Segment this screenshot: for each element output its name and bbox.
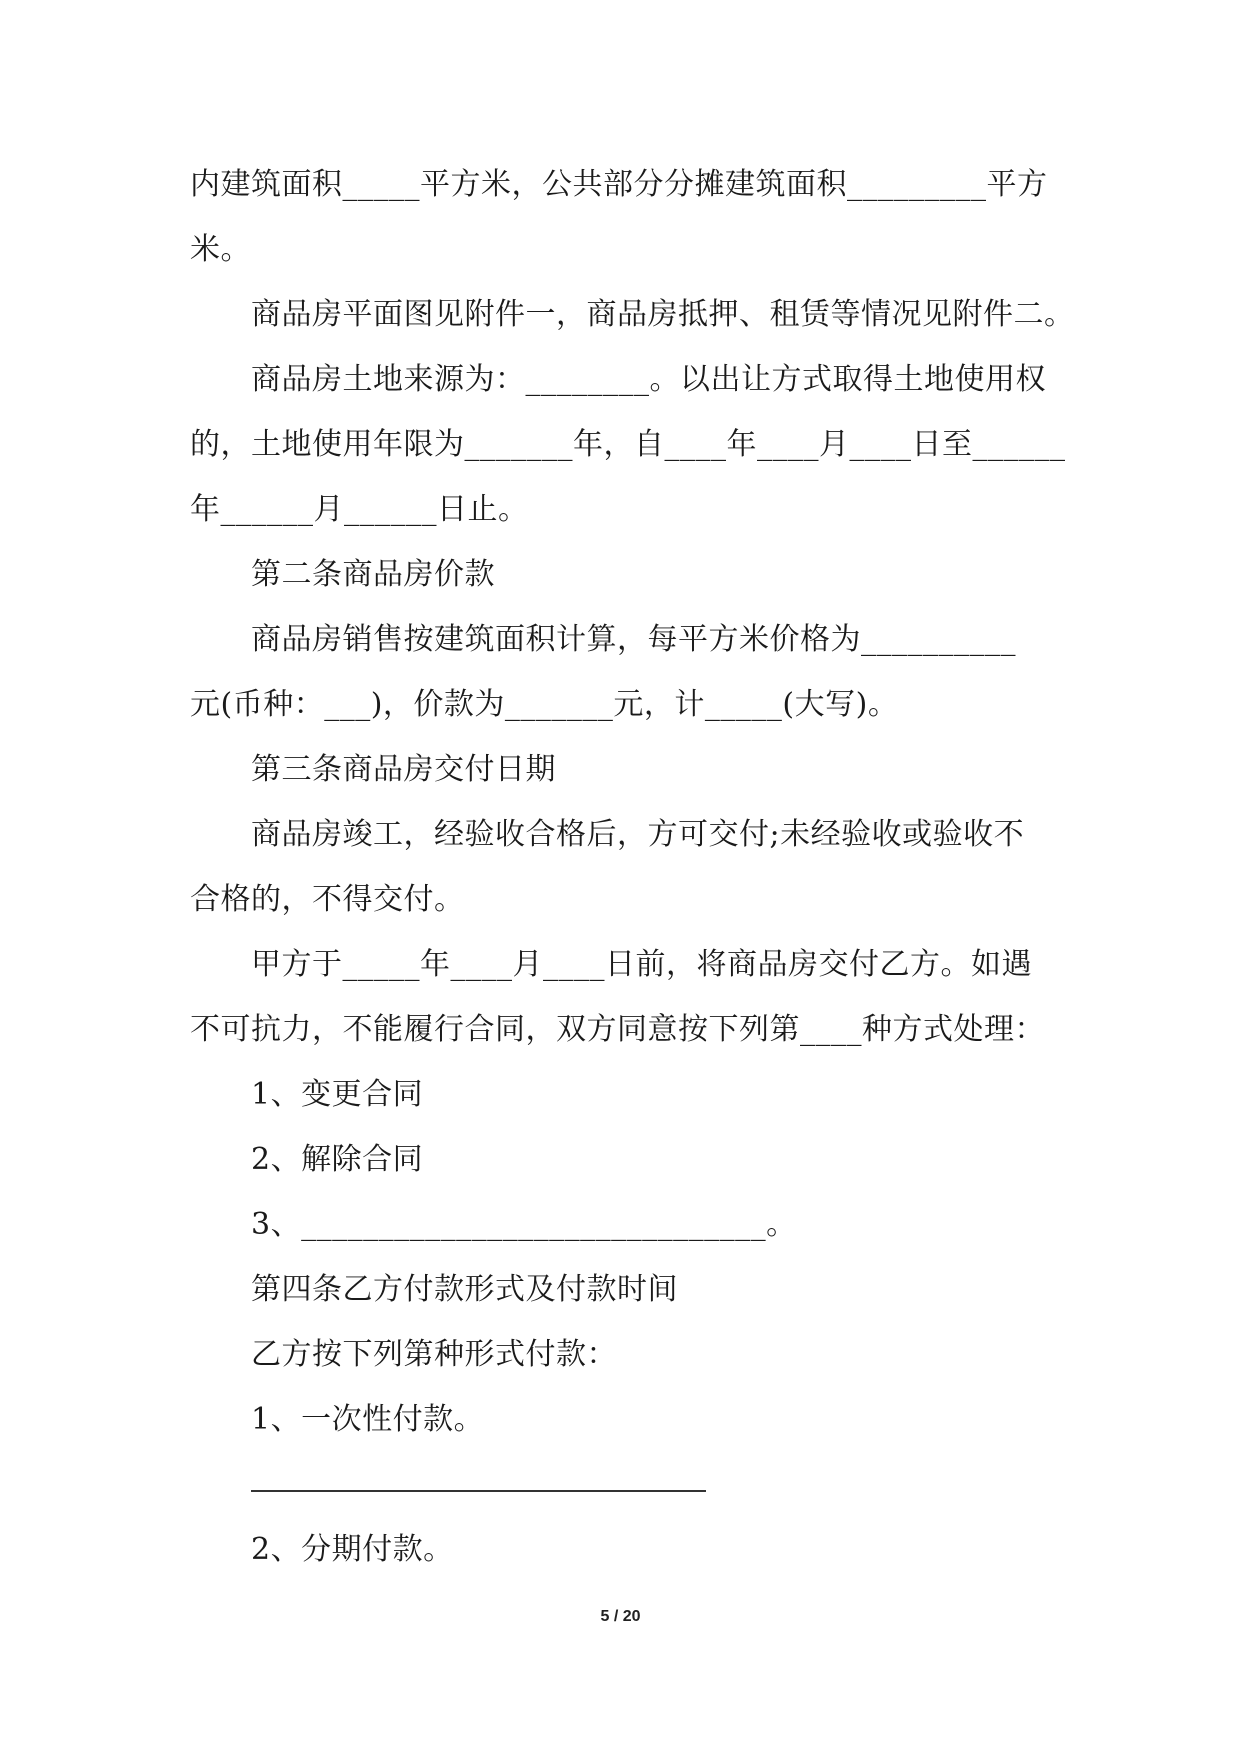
list-item: 2、分期付款。 (251, 1532, 454, 1567)
section-heading: 第二条商品房价款 (251, 557, 495, 592)
body-paragraph: 商品房土地来源为：________。以出让方式取得土地使用权 (251, 362, 1046, 397)
body-line: 内建筑面积_____平方米，公共部分分摊建筑面积_________平方 (190, 167, 1048, 202)
body-line: 米。 (190, 232, 251, 267)
body-line: 年______月______日止。 (190, 492, 529, 527)
list-item: 1、一次性付款。 (251, 1402, 485, 1437)
body-line: 元(币种：___)，价款为_______元，计_____(大写)。 (190, 687, 899, 722)
list-item: 3、______________________________。 (251, 1207, 797, 1242)
section-heading: 第四条乙方付款形式及付款时间 (251, 1272, 678, 1307)
body-line: 不可抗力，不能履行合同，双方同意按下列第____种方式处理： (190, 1012, 1045, 1047)
body-paragraph: 甲方于_____年____月____日前，将商品房交付乙方。如遇 (251, 947, 1032, 982)
body-paragraph: 商品房平面图见附件一，商品房抵押、租赁等情况见附件二。 (251, 297, 1075, 332)
document-body (190, 152, 1075, 1582)
list-item: 2、解除合同 (251, 1142, 424, 1177)
list-item: 1、变更合同 (251, 1077, 424, 1112)
section-heading: 第三条商品房交付日期 (251, 752, 556, 787)
blank-fill-line-row (190, 1452, 1054, 1517)
body-paragraph: 乙方按下列第种形式付款： (251, 1337, 617, 1372)
page-number: 5 / 20 (600, 1608, 641, 1625)
blank-fill-line (251, 1490, 706, 1492)
body-line: 的，土地使用年限为_______年，自____年____月____日至______ (190, 427, 1066, 462)
body-paragraph: 商品房竣工，经验收合格后，方可交付;未经验收或验收不 (251, 817, 1025, 852)
body-line: 合格的，不得交付。 (190, 882, 465, 917)
body-paragraph: 商品房销售按建筑面积计算，每平方米价格为__________ (251, 622, 1016, 657)
